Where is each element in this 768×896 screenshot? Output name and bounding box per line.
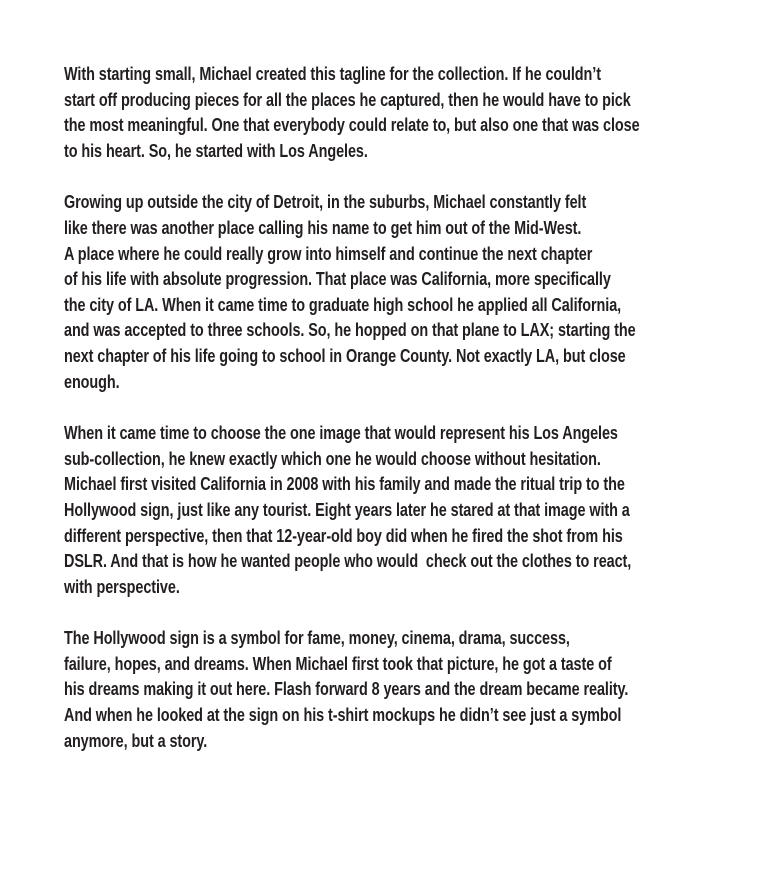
paragraph-1: [64, 61, 764, 163]
text-line: Michael first visited California in 2008 with his family and made the ritual trip to the: [64, 473, 625, 495]
text-line: DSLR. And that is how he wanted people who would check out the clothes to react,: [64, 550, 632, 572]
text-line: failure, hopes, and dreams. When Michael first took that picture, he got a taste of: [64, 652, 612, 674]
text-line: different perspective, then that 12-year-old boy did when he fired the shot from his: [64, 524, 623, 546]
text-line: next chapter of his life going to school in Orange County. Not exactly LA, but close: [64, 344, 626, 366]
paragraph-4: [64, 625, 764, 753]
text-line: of his life with absolute progression. That place was California, more specifically: [64, 268, 611, 290]
paragraph-3: [64, 420, 764, 599]
text-line: like there was another place calling his name to get him out of the Mid-West.: [64, 216, 582, 238]
text-line: his dreams making it out here. Flash forward 8 years and the dream became reality.: [64, 678, 629, 700]
text-line: And when he looked at the sign on his t-shirt mockups he didn’t see just a symbol: [64, 704, 622, 726]
paragraph-2: [64, 189, 764, 394]
text-line: the city of LA. When it came time to graduate high school he applied all California,: [64, 293, 622, 315]
document-body: [64, 61, 764, 779]
text-line: and was accepted to three schools. So, he hopped on that plane to LAX; starting the: [64, 319, 636, 341]
text-line: The Hollywood sign is a symbol for fame, money, cinema, drama, success,: [64, 627, 570, 649]
text-line: with perspective.: [64, 575, 180, 597]
text-line: the most meaningful. One that everybody could relate to, but also one that was close: [64, 114, 640, 136]
text-line: enough.: [64, 370, 120, 392]
text-line: A place where he could really grow into himself and continue the next chapter: [64, 242, 593, 264]
text-line: start off producing pieces for all the places he captured, then he would have to pick: [64, 88, 631, 110]
text-line: to his heart. So, he started with Los Angeles.: [64, 139, 368, 161]
text-line: Growing up outside the city of Detroit, in the suburbs, Michael constantly felt: [64, 191, 587, 213]
text-line: sub-collection, he knew exactly which one he would choose without hesitation.: [64, 447, 601, 469]
text-line: When it came time to choose the one image that would represent his Los Angeles: [64, 422, 618, 444]
text-line: Hollywood sign, just like any tourist. Eight years later he stared at that image with a: [64, 498, 630, 520]
text-line: With starting small, Michael created this tagline for the collection. If he couldn’t: [64, 63, 601, 84]
text-line: anymore, but a story.: [64, 729, 208, 751]
